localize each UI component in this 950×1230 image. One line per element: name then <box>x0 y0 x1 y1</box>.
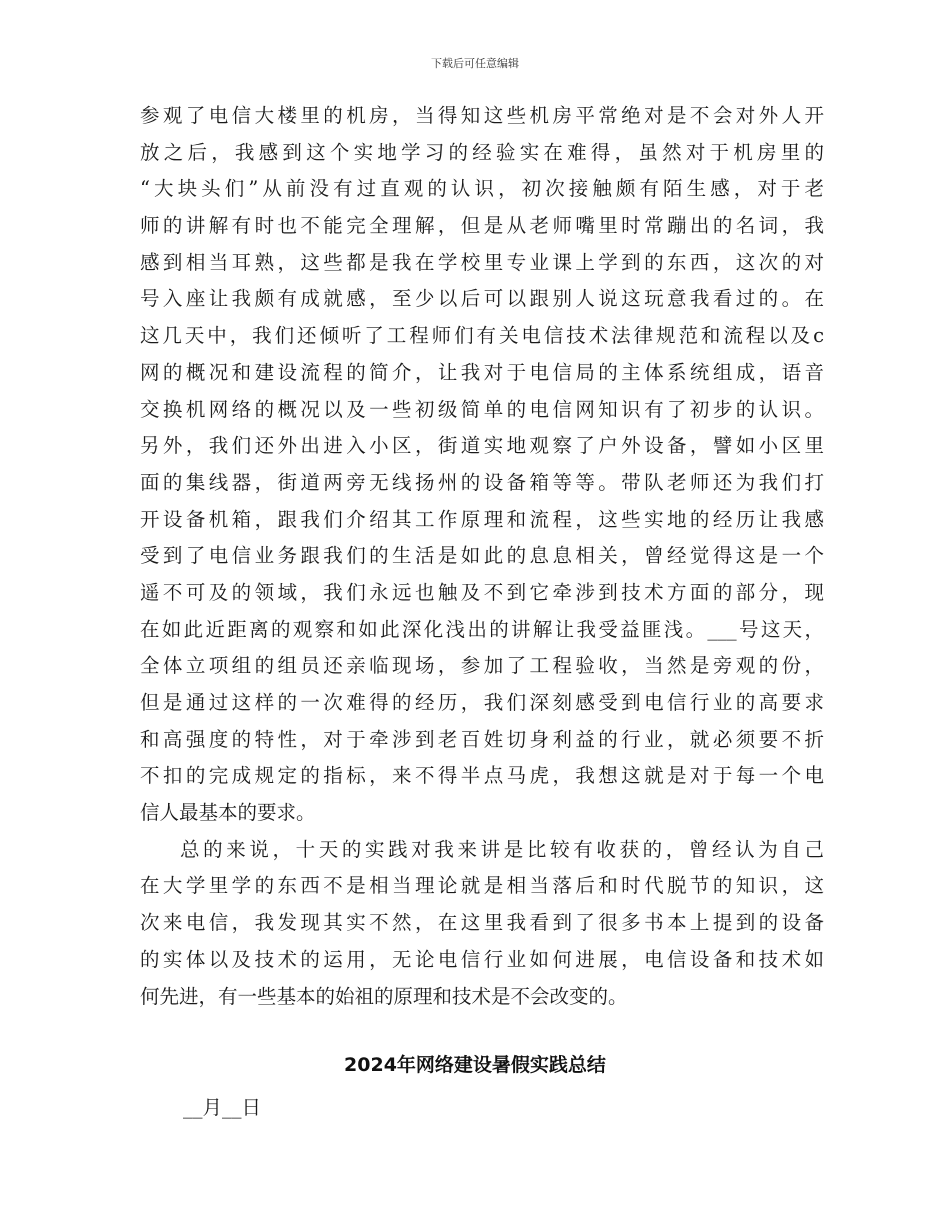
text-line: 号入座让我颇有成就感，至少以后可以跟别人说这玩意我看过的。在 <box>140 287 824 311</box>
text-line: 和高强度的特性，对于牵涉到老百姓切身利益的行业，就必须要不折 <box>140 727 824 751</box>
text-line: 不扣的完成规定的指标，来不得半点马虎，我想这就是对于每一个电 <box>140 764 824 788</box>
text-line: 另外，我们还外出进入小区，街道实地观察了户外设备，譬如小区里 <box>140 434 824 458</box>
text-line: 网的概况和建设流程的简介，让我对于电信局的主体系统组成，语音 <box>140 360 824 384</box>
text-line: 的实体以及技术的运用，无论电信行业如何进展，电信设备和技术如 <box>140 947 824 971</box>
text-line: “大块头们”从前没有过直观的认识，初次接触颇有陌生感，对于老 <box>140 177 824 201</box>
document-title: 2024年网络建设暑假实践总结 <box>344 1054 606 1076</box>
text-line: 面的集线器，街道两旁无线扬州的设备箱等等。带队老师还为我们打 <box>140 470 824 494</box>
text-line: 在大学里学的东西不是相当理论就是相当落后和时代脱节的知识，这 <box>140 874 824 898</box>
text-line: 参观了电信大楼里的机房，当得知这些机房平常绝对是不会对外人开 <box>140 104 824 127</box>
date-line: __月__日 <box>183 1096 262 1119</box>
text-line: 次来电信，我发现其实不然，在这里我看到了很多书本上提到的设备 <box>140 911 824 935</box>
text-line: 这几天中，我们还倾听了工程师们有关电信技术法律规范和流程以及c <box>140 324 824 348</box>
document-body <box>140 98 824 1015</box>
text-line: 信人最基本的要求。 <box>140 801 316 825</box>
text-line: 受到了电信业务跟我们的生活是如此的息息相关，曾经觉得这是一个 <box>140 544 824 568</box>
text-line: 交换机网络的概况以及一些初级简单的电信网知识有了初步的认识。 <box>140 397 824 421</box>
text-line: 感到相当耳熟，这些都是我在学校里专业课上学到的东西，这次的对 <box>140 250 824 274</box>
text-line: 何先进，有一些基本的始祖的原理和技术是不会改变的。 <box>140 984 628 1008</box>
text-line: 开设备机箱，跟我们介绍其工作原理和流程，这些实地的经历让我感 <box>140 507 824 531</box>
text-line: 遥不可及的领域，我们永远也触及不到它牵涉到技术方面的部分，现 <box>140 580 824 604</box>
text-line: 在如此近距离的观察和如此深化浅出的讲解让我受益匪浅。___号这天， <box>140 617 824 641</box>
text-line: 师的讲解有时也不能完全理解，但是从老师嘴里时常蹦出的名词，我 <box>140 214 824 238</box>
text-line: 总的来说，十天的实践对我来讲是比较有收获的，曾经认为自己 <box>180 837 824 861</box>
text-line: 放之后，我感到这个实地学习的经验实在难得，虽然对于机房里的 <box>140 140 824 164</box>
text-line: 但是通过这样的一次难得的经历，我们深刻感受到电信行业的高要求 <box>140 691 824 714</box>
text-line: 全体立项组的组员还亲临现场，参加了工程验收，当然是旁观的份， <box>140 654 824 678</box>
page-header-note: 下载后可任意编辑 <box>431 57 519 70</box>
